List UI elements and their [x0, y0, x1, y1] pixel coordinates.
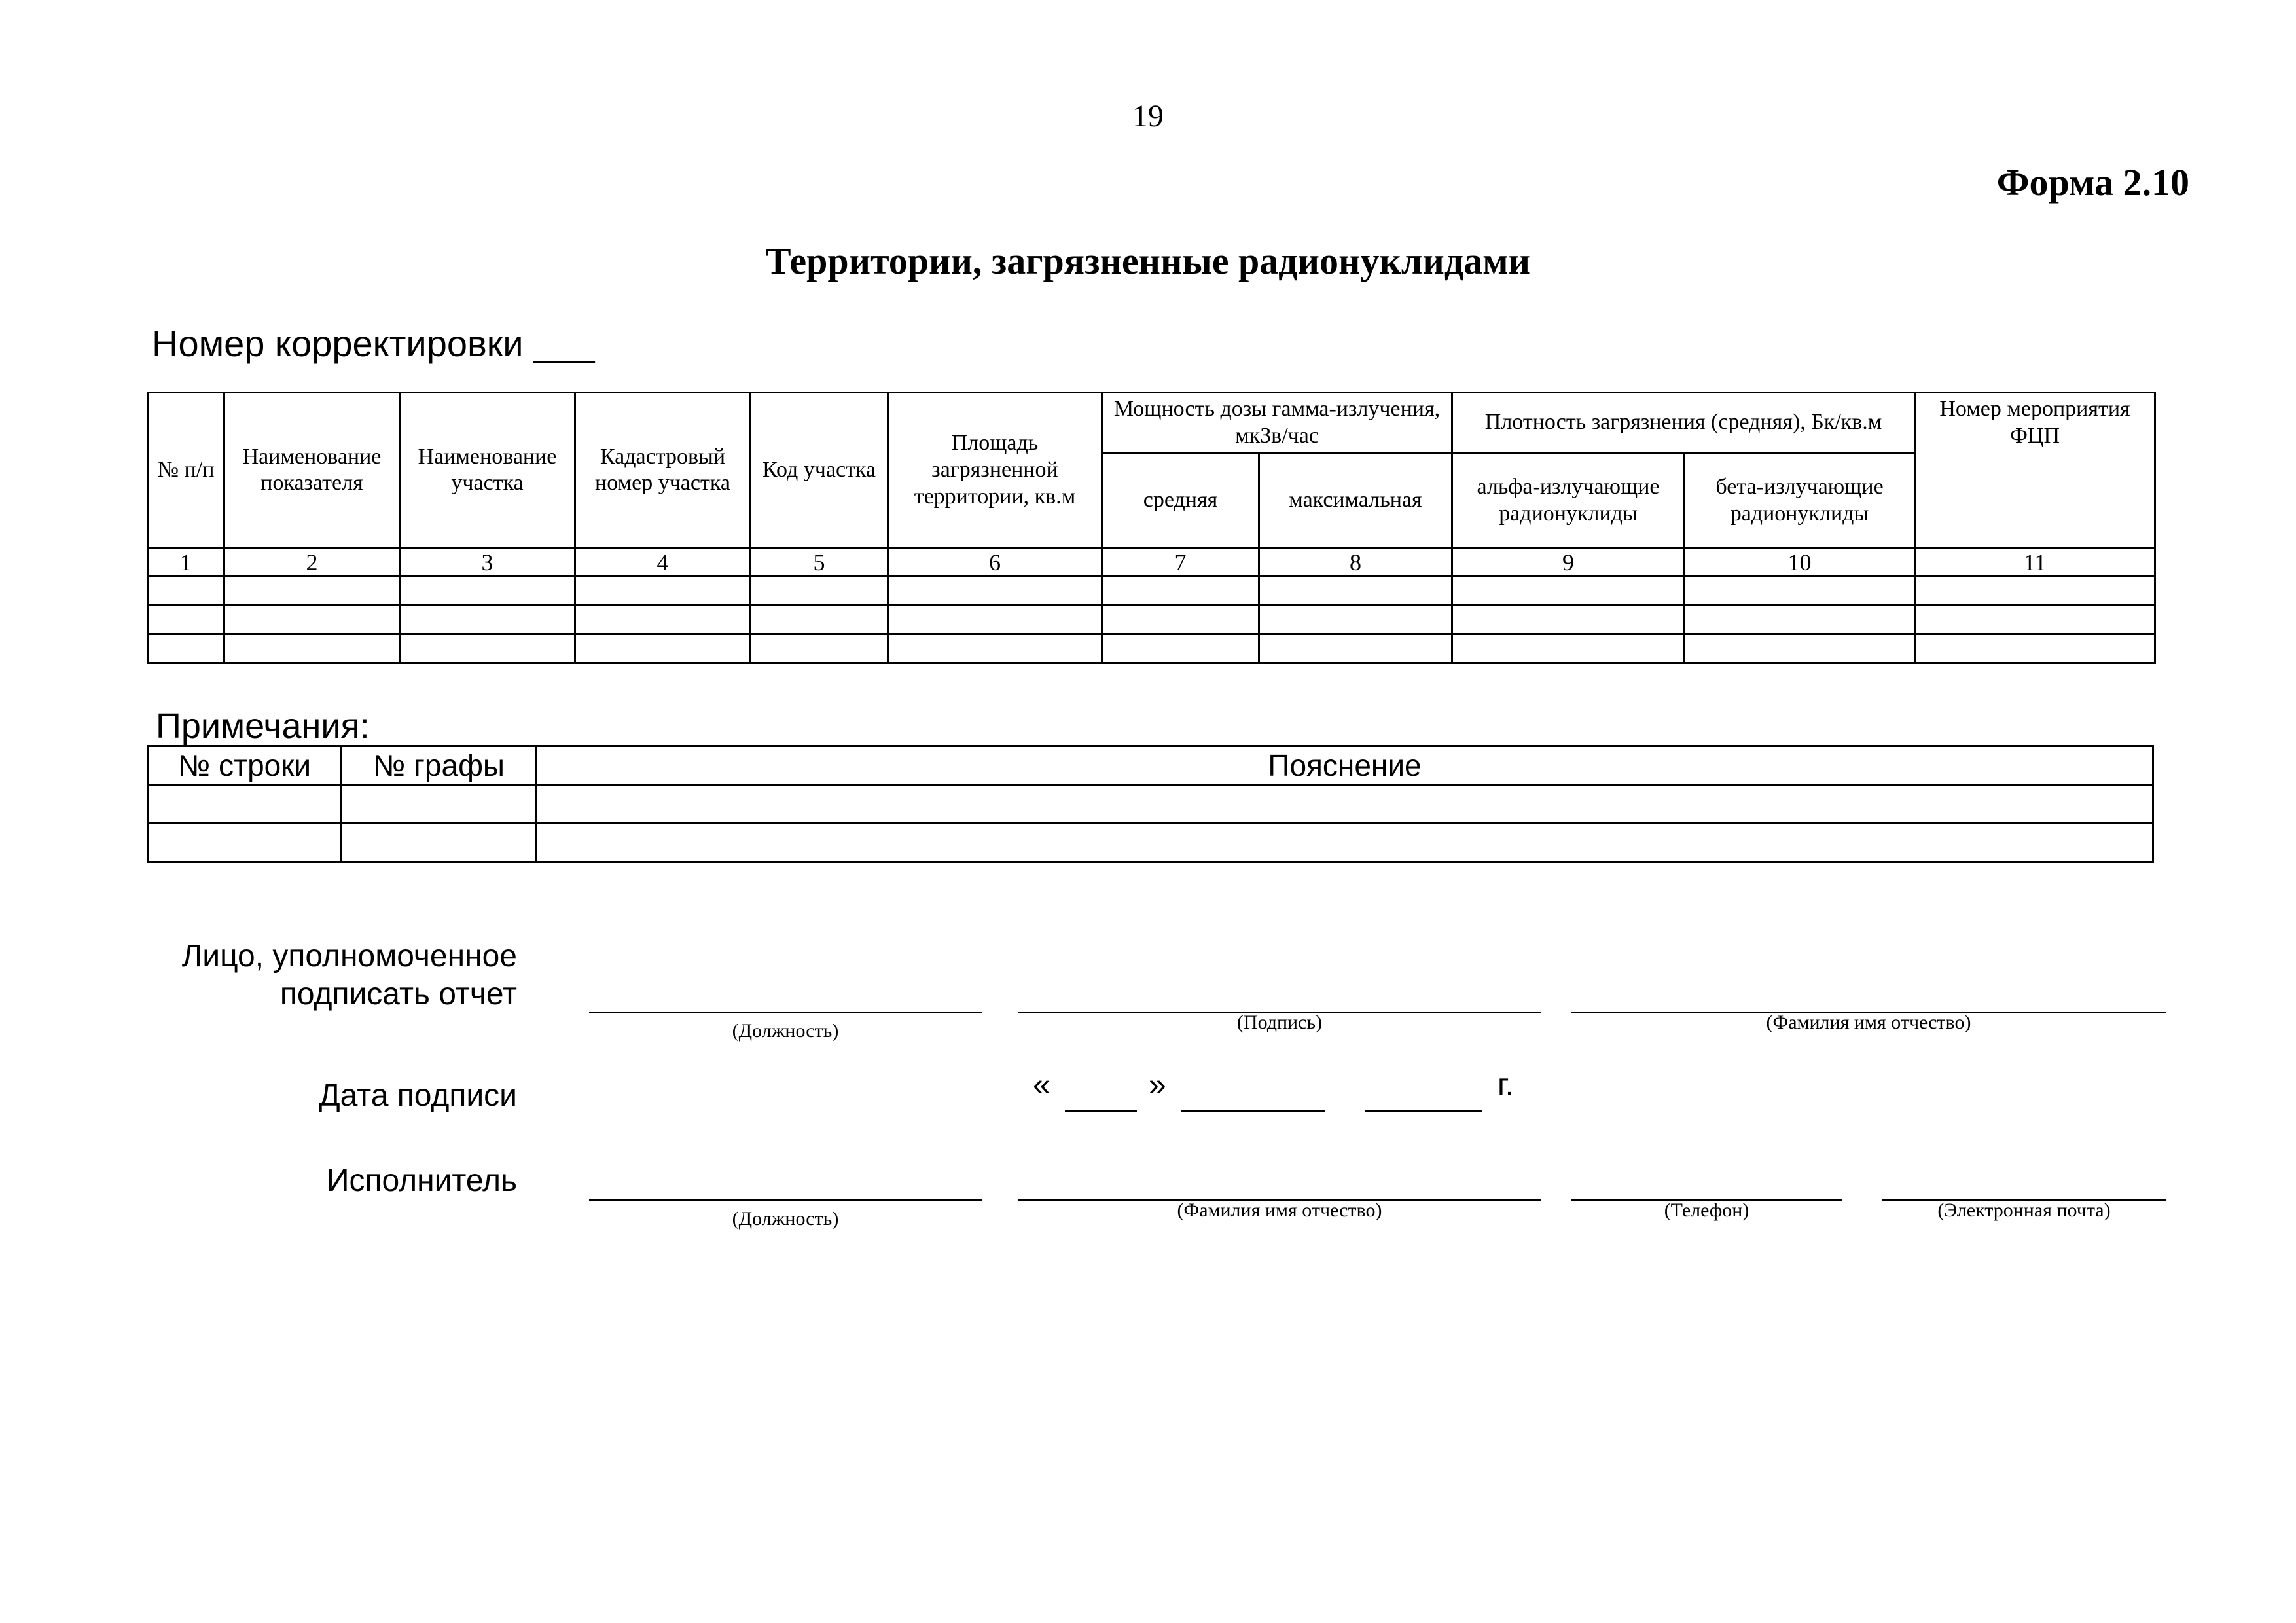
table-cell[interactable]	[751, 634, 888, 663]
column-number: 3	[400, 548, 575, 576]
executor-position-caption: (Должность)	[732, 1208, 839, 1230]
table-cell[interactable]	[575, 576, 751, 605]
column-number: 2	[224, 548, 400, 576]
column-number: 10	[1685, 548, 1915, 576]
header-cadastral: Кадастровый номер участка	[575, 393, 751, 549]
day-line[interactable]	[1065, 1110, 1137, 1112]
table-cell[interactable]	[1915, 634, 2155, 663]
notes-header-row: № строки	[148, 746, 342, 785]
notes-label: Примечания:	[156, 706, 370, 746]
month-line[interactable]	[1181, 1110, 1325, 1112]
table-cell[interactable]	[1685, 634, 1915, 663]
header-area: Площадь загрязненной территории, кв.м	[888, 393, 1102, 549]
table-cell[interactable]	[537, 785, 2153, 824]
position-caption: (Должность)	[732, 1020, 839, 1042]
header-density-group: Плотность загрязнения (средняя), Бк/кв.м	[1452, 393, 1915, 454]
table-cell[interactable]	[224, 576, 400, 605]
header-dose-group: Мощность дозы гамма-излучения, мкЗв/час	[1102, 393, 1452, 454]
document-title: Территории, загрязненные радионуклидами	[765, 240, 1531, 282]
table-cell[interactable]	[888, 576, 1102, 605]
header-indicator: Наименование показателя	[224, 393, 400, 549]
table-cell[interactable]	[575, 634, 751, 663]
year-suffix: г.	[1498, 1068, 1514, 1103]
date-label: Дата подписи	[319, 1078, 517, 1113]
column-number: 7	[1102, 548, 1259, 576]
column-numbers-row	[148, 548, 2155, 576]
notes-row	[148, 785, 2153, 824]
notes-header-column: № графы	[342, 746, 537, 785]
table-cell[interactable]	[1685, 605, 1915, 634]
header-fcp: Номер мероприятия ФЦП	[1915, 393, 2155, 549]
header-code: Код участка	[751, 393, 888, 549]
table-row	[148, 634, 2155, 663]
signature-caption: (Подпись)	[1236, 1012, 1323, 1033]
correction-number-label: Номер корректировки ___	[152, 323, 595, 364]
executor-label: Исполнитель	[326, 1163, 517, 1198]
table-cell[interactable]	[224, 605, 400, 634]
form-label: Форма 2.10	[1996, 161, 2189, 204]
column-number: 5	[751, 548, 888, 576]
column-number: 9	[1452, 548, 1685, 576]
table-cell[interactable]	[1259, 634, 1452, 663]
table-cell[interactable]	[148, 605, 224, 634]
notes-table	[147, 745, 2154, 863]
position-line[interactable]	[589, 1012, 982, 1013]
table-cell[interactable]	[148, 785, 342, 824]
date-close-quote: »	[1149, 1068, 1166, 1103]
executor-position-line[interactable]	[589, 1199, 982, 1201]
table-cell[interactable]	[400, 576, 575, 605]
header-alpha: альфа-излучающие радионуклиды	[1452, 453, 1685, 548]
table-cell[interactable]	[148, 576, 224, 605]
table-cell[interactable]	[1102, 605, 1259, 634]
header-beta: бета-излучающие радионуклиды	[1685, 453, 1915, 548]
table-cell[interactable]	[148, 634, 224, 663]
table-cell[interactable]	[751, 605, 888, 634]
table-cell[interactable]	[1259, 605, 1452, 634]
column-number: 6	[888, 548, 1102, 576]
header-num: № п/п	[148, 393, 224, 549]
table-row	[148, 605, 2155, 634]
notes-header-explanation: Пояснение	[537, 746, 2153, 785]
header-plot-name: Наименование участка	[400, 393, 575, 549]
table-cell[interactable]	[1915, 605, 2155, 634]
table-cell[interactable]	[751, 576, 888, 605]
table-cell[interactable]	[1685, 576, 1915, 605]
table-cell[interactable]	[1452, 634, 1685, 663]
table-cell[interactable]	[148, 824, 342, 862]
date-open-quote: «	[1033, 1068, 1050, 1103]
table-cell[interactable]	[342, 785, 537, 824]
table-cell[interactable]	[224, 634, 400, 663]
executor-fio-caption: (Фамилия имя отчество)	[1177, 1199, 1382, 1221]
email-caption: (Электронная почта)	[1937, 1199, 2111, 1221]
column-number: 1	[148, 548, 224, 576]
table-cell[interactable]	[888, 634, 1102, 663]
table-cell[interactable]	[537, 824, 2153, 862]
phone-caption: (Телефон)	[1664, 1199, 1749, 1221]
table-cell[interactable]	[1259, 576, 1452, 605]
authorized-person-label: Лицо, уполномоченное подписать отчет	[181, 939, 517, 1012]
table-cell[interactable]	[400, 605, 575, 634]
notes-row	[148, 824, 2153, 862]
column-number: 4	[575, 548, 751, 576]
table-cell[interactable]	[1915, 576, 2155, 605]
territories-table	[147, 392, 2156, 664]
fio-caption: (Фамилия имя отчество)	[1766, 1012, 1971, 1033]
year-line[interactable]	[1365, 1110, 1482, 1112]
column-number: 8	[1259, 548, 1452, 576]
header-dose-avg: средняя	[1102, 453, 1259, 548]
table-row	[148, 576, 2155, 605]
page-number: 19	[1132, 99, 1164, 134]
table-cell[interactable]	[400, 634, 575, 663]
table-cell[interactable]	[1102, 576, 1259, 605]
table-cell[interactable]	[888, 605, 1102, 634]
table-cell[interactable]	[342, 824, 537, 862]
table-cell[interactable]	[1452, 576, 1685, 605]
table-cell[interactable]	[1452, 605, 1685, 634]
header-dose-max: максимальная	[1259, 453, 1452, 548]
table-cell[interactable]	[1102, 634, 1259, 663]
table-cell[interactable]	[575, 605, 751, 634]
column-number: 11	[1915, 548, 2155, 576]
